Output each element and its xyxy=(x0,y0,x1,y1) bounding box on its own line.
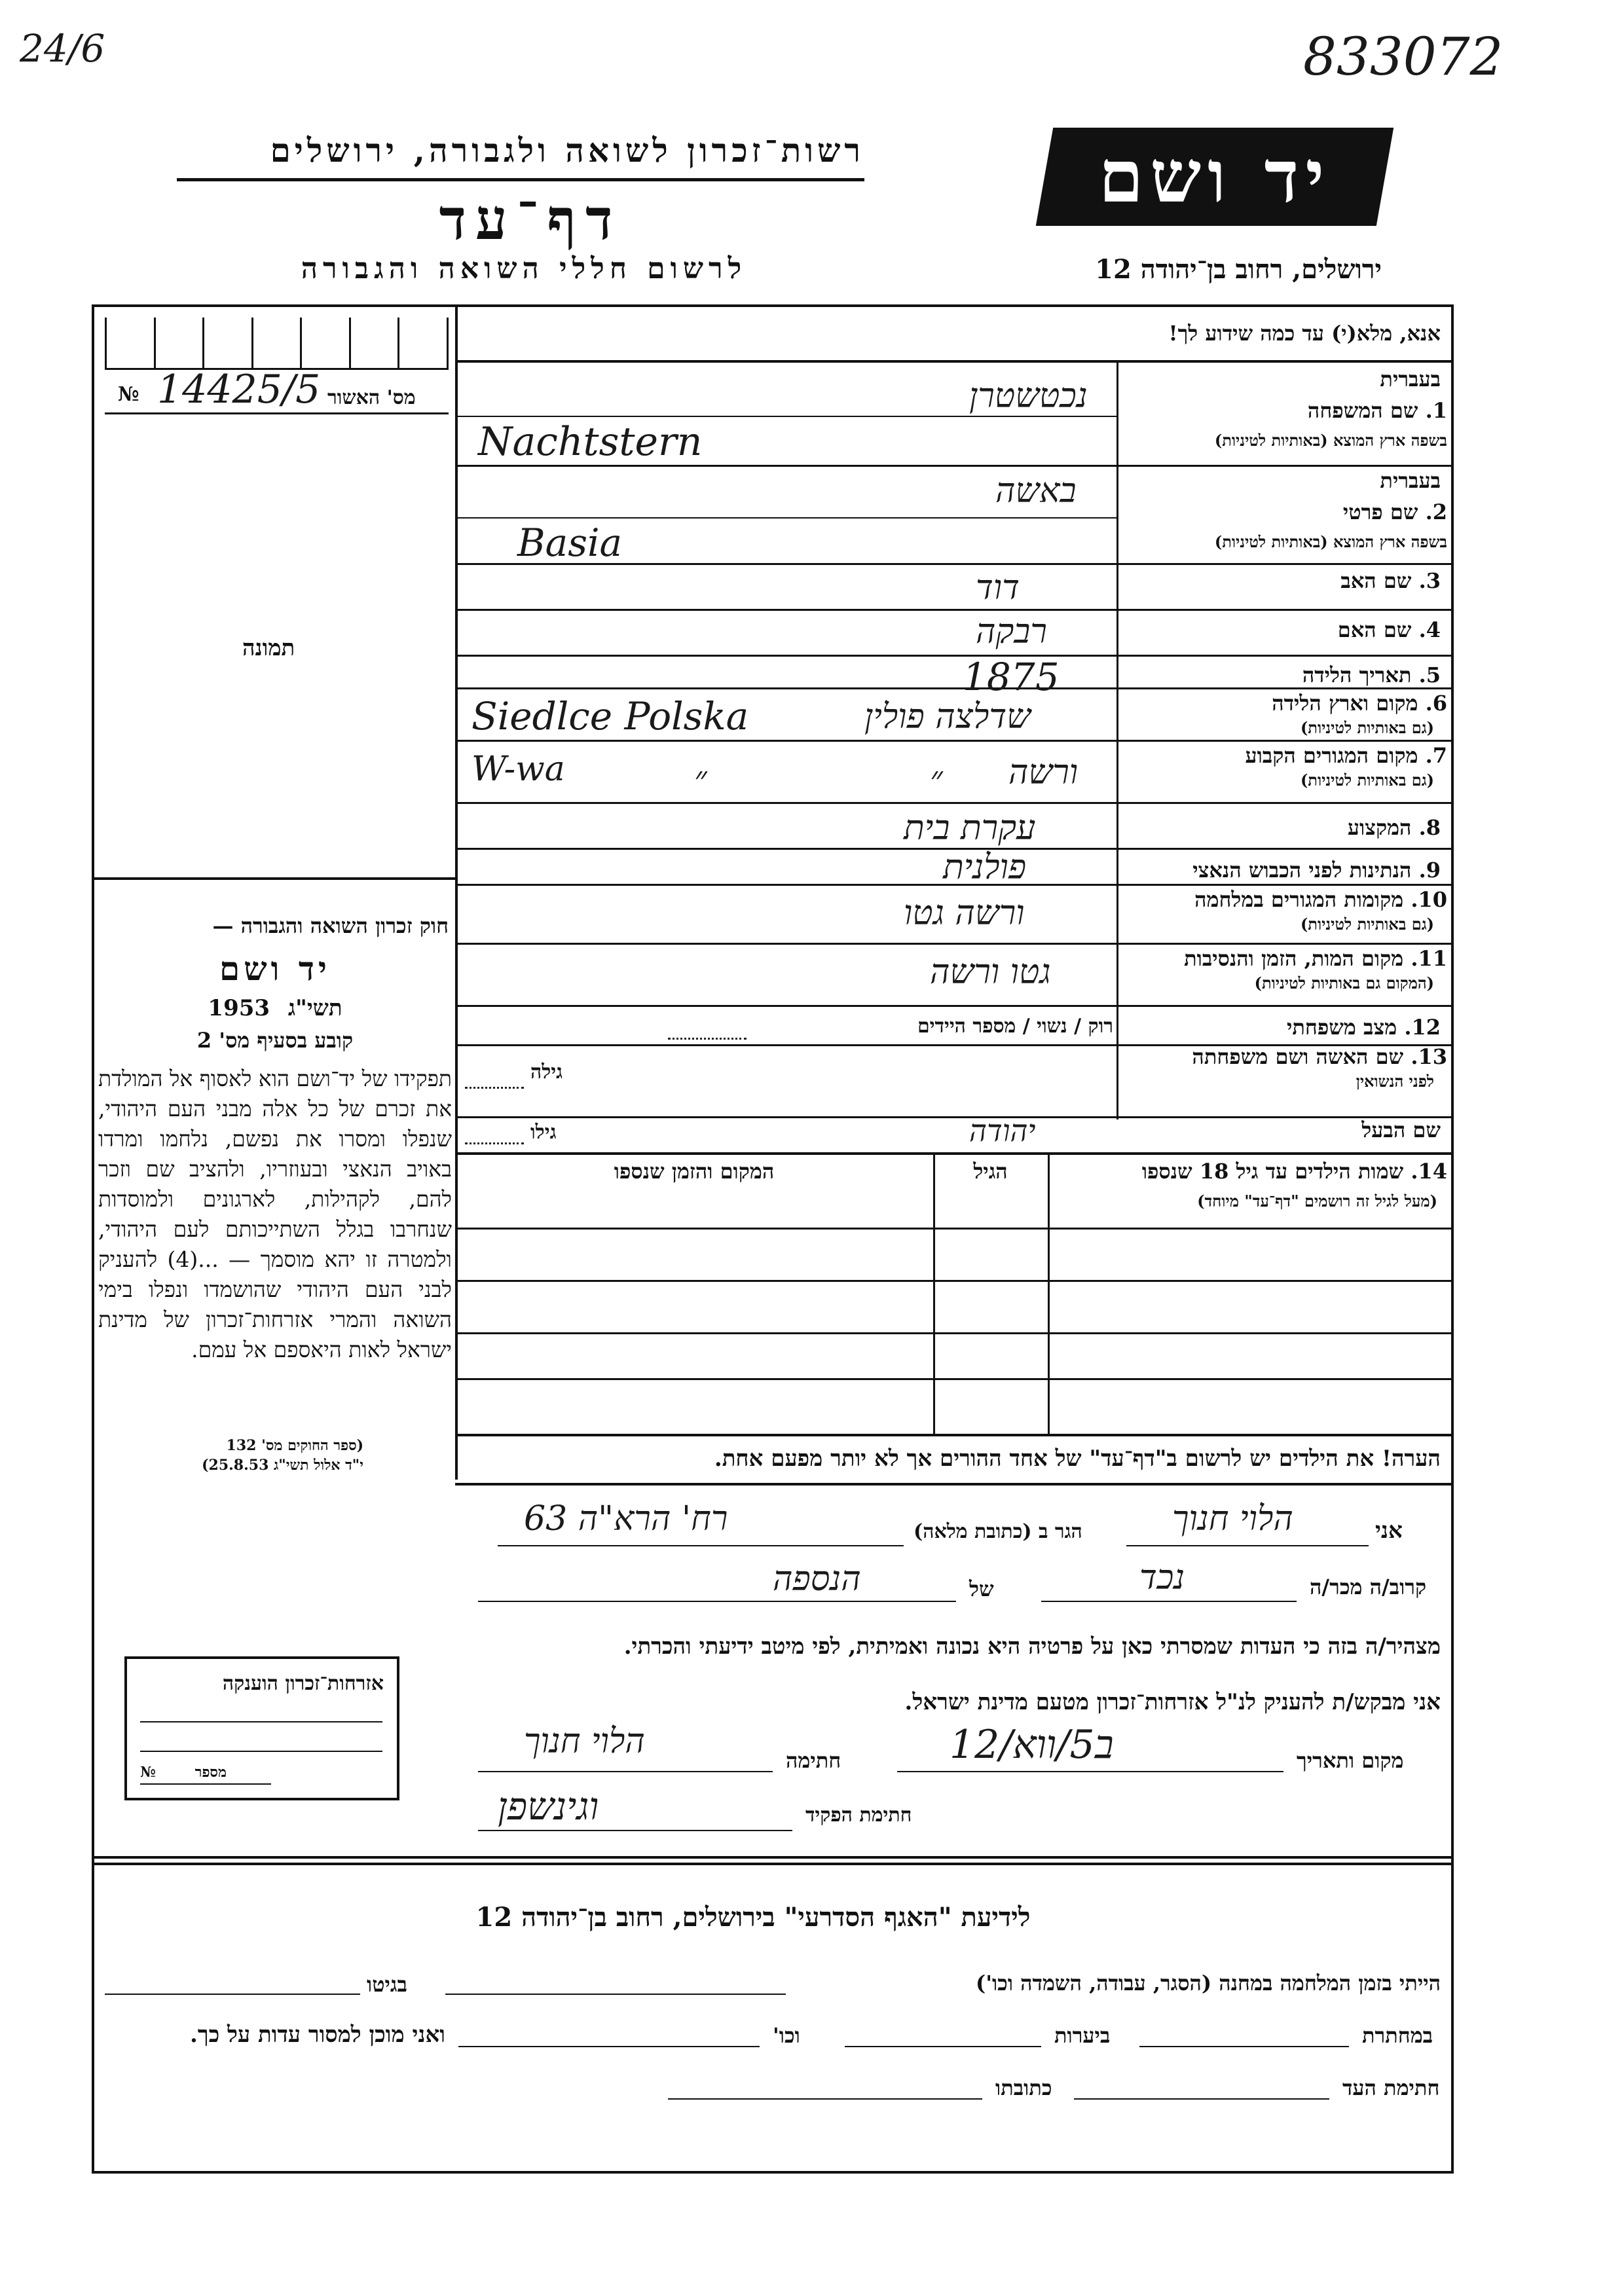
field-13-label: שם האשה ושם משפחתה xyxy=(1192,1044,1404,1069)
decl-signature-label: חתימה xyxy=(786,1748,841,1773)
birthplace-latin: Siedlce Polska xyxy=(471,694,749,738)
field-3-text: שם האב xyxy=(1340,568,1412,593)
residence-hebrew: ורשה xyxy=(1008,753,1079,792)
husband-name-value: יהודה xyxy=(969,1113,1036,1148)
children-title xyxy=(1054,1159,1447,1184)
husband-age-line xyxy=(465,1142,524,1144)
citizenship-title: אזרחות־זכרון הוענקה xyxy=(222,1672,384,1695)
surname-hebrew: נכטשטרן xyxy=(969,376,1088,416)
field-8-label xyxy=(1348,815,1441,840)
approval-label: מס' האשור xyxy=(327,386,416,409)
field-5-text: תאריך הלידה xyxy=(1302,663,1412,687)
authority-underline xyxy=(177,178,864,181)
citizenship-line-1 xyxy=(140,1721,382,1722)
left-column-divider xyxy=(455,304,458,1480)
decl-signature-value: הלוי חנוך xyxy=(524,1722,645,1761)
field-10-label: מקומות המגורים במלחמה xyxy=(1194,887,1404,912)
law-year-line xyxy=(101,995,449,1021)
decl-name-value: הלוי חנוך xyxy=(1172,1499,1293,1539)
children-col-place: המקום והזמן שנספו xyxy=(614,1159,775,1184)
law-logo: יד ושם xyxy=(219,949,331,988)
footer-divider-1 xyxy=(92,1856,1454,1859)
decl-official-line xyxy=(478,1830,792,1831)
field-11-sub: (המקום גם באותיות לטיניות) xyxy=(1254,974,1434,993)
decl-ani: אני xyxy=(1375,1518,1403,1544)
husband-age-label: גילו xyxy=(530,1121,557,1144)
citizenship-line-2 xyxy=(140,1751,382,1752)
field-4-text: שם האם xyxy=(1337,617,1412,642)
residence-ditto-2: ״ xyxy=(930,759,943,799)
field-9-num: 9. xyxy=(1418,858,1441,883)
firstname-hebrew: באשה xyxy=(995,471,1077,511)
husband-label: שם הבעל xyxy=(1361,1118,1441,1142)
footer-line2-b: ביערות xyxy=(1054,2023,1111,2048)
field-8-text: המקצוע xyxy=(1347,815,1412,840)
field-2-num: 2. xyxy=(1425,500,1447,524)
law-section: קובע בסעיף מס' 2 xyxy=(196,1028,354,1053)
decl-relation-line xyxy=(1041,1601,1297,1602)
field-9-text: הנתינות לפני הכבוש הנאצי xyxy=(1192,858,1412,883)
nationality-value: פולנית xyxy=(943,848,1027,887)
intro-bottom-line xyxy=(455,360,1454,363)
yad-vashem-logo xyxy=(1036,128,1393,226)
decl-of: של xyxy=(969,1576,994,1601)
decl-of-line xyxy=(478,1601,956,1602)
children-row-2 xyxy=(455,1280,1454,1282)
wartime-residence-value: ורשה גטו xyxy=(904,894,1025,933)
field-2-lang: בעברית xyxy=(1380,468,1441,493)
firstname-latin: Basia xyxy=(517,520,623,565)
footer-line2-blank-3 xyxy=(458,2046,760,2047)
children-col-div-2 xyxy=(1048,1152,1050,1434)
footer-line3-b: כתובתו xyxy=(995,2075,1052,2100)
field-1-sub: בשפה ארץ המוצא (באותיות לטיניות) xyxy=(1214,431,1447,450)
field-4-label xyxy=(1338,617,1441,642)
field-7-num: 7. xyxy=(1425,743,1447,768)
field-7-label: מקום המגורים הקבוע xyxy=(1245,743,1418,768)
footer-line1-tail xyxy=(105,1994,360,1995)
photo-label: תמונה xyxy=(242,635,295,661)
address: ירושלים, רחוב בן־יהודה 12 xyxy=(1095,254,1382,285)
field-6-label: מקום וארץ הלידה xyxy=(1272,691,1418,716)
law-ref-1: (ספר החוקים מס' 132 xyxy=(226,1437,363,1454)
field-2-label: שם פרטי xyxy=(1342,500,1418,524)
footer-line1-blank xyxy=(445,1994,786,1995)
field-8-num: 8. xyxy=(1418,815,1441,840)
children-count-line xyxy=(668,1038,747,1040)
row-line-1 xyxy=(455,465,1454,467)
field-4-num: 4. xyxy=(1418,617,1441,642)
decl-statement: מצהיר/ה בזה כי העדות שמסרתי כאן על פרטיה היא נכונה ואמיתית, לפי מיטב ידיעתי והכרתי. xyxy=(623,1633,1441,1660)
row-line-7 xyxy=(455,802,1454,804)
surname-latin: Nachtstern xyxy=(478,419,703,465)
page-title: דף־עד xyxy=(439,187,622,253)
footer-line2-c: וכו' xyxy=(773,2023,800,2048)
approval-line xyxy=(105,412,449,414)
corner-mark-left: 24/6 xyxy=(20,26,105,71)
authority-name: רשות־זכרון לשואה ולגבורה, ירושלים xyxy=(270,131,864,170)
children-num: 14. xyxy=(1411,1159,1447,1184)
footer-line2-a: במחתרת xyxy=(1362,2023,1433,2048)
decl-place-date-line xyxy=(897,1771,1283,1772)
footer-line3-blank-2 xyxy=(668,2098,982,2100)
field-6-num: 6. xyxy=(1425,691,1447,716)
law-year-hebrew: תשי"ג xyxy=(287,995,342,1021)
field-9-label xyxy=(1192,858,1441,883)
citizenship-box xyxy=(124,1656,399,1800)
footer-line2-blank-2 xyxy=(845,2046,1041,2047)
footer-title: לידיעת "האגף הסדרעי" בירושלים, רחוב בן־יהודה 12 xyxy=(475,1902,1031,1933)
decl-signature-line xyxy=(478,1771,773,1772)
field-5-num: 5. xyxy=(1418,663,1441,687)
decl-address-value: רח' הרא"ה 63 xyxy=(524,1499,728,1539)
field-1-lang: בעברית xyxy=(1380,367,1441,392)
footer-line2-d: ואני מוכן למסור עדות על כך. xyxy=(190,2022,445,2048)
children-bottom xyxy=(455,1434,1454,1436)
children-row-4 xyxy=(455,1378,1454,1380)
field-6-sub: (גם באותיות לטיניות) xyxy=(1300,718,1434,737)
field-3-num: 3. xyxy=(1418,568,1441,593)
footer-line1-b: בגיטו xyxy=(367,1972,407,1997)
footer-line3-a: חתימת העד xyxy=(1342,2075,1440,2100)
photo-bottom-border xyxy=(92,877,455,880)
approval-number: 14425/5 xyxy=(157,367,321,412)
field-11-label: מקום המות, הזמן והנסיבות xyxy=(1184,946,1404,971)
page-subtitle: לרשום חללי השואה והגבורה xyxy=(301,252,747,285)
field-3-label xyxy=(1340,568,1441,593)
field-13-num: 13. xyxy=(1411,1044,1447,1069)
citizenship-num-prefix: № xyxy=(140,1764,156,1781)
field-2-sub: בשפה ארץ המוצא (באותיות לטיניות) xyxy=(1214,532,1447,551)
decl-place-date-value: ב5/ווא/12 xyxy=(950,1722,1114,1768)
row-line-3 xyxy=(455,609,1454,611)
residence-latin: W-wa xyxy=(471,750,565,789)
law-title: חוק זכרון השואה והגבורה — xyxy=(212,913,449,938)
children-row-1 xyxy=(455,1228,1454,1230)
marital-status-options: רוק / נשוי / מספר היידים xyxy=(917,1015,1113,1038)
row-line-5 xyxy=(455,687,1454,689)
field-12-label xyxy=(1287,1015,1441,1040)
field-12-num: 12. xyxy=(1404,1015,1441,1040)
row-line-14 xyxy=(455,1152,1454,1155)
children-col-div-1 xyxy=(933,1152,935,1434)
father-name-value: דוד xyxy=(976,568,1020,608)
citizenship-num-line xyxy=(140,1783,271,1785)
children-col-age: הגיל xyxy=(973,1159,1008,1184)
footer-line2-blank-1 xyxy=(1139,2046,1349,2047)
field-10-sub: (גם באותיות לטיניות) xyxy=(1300,915,1434,934)
field-12-text: מצב משפחתי xyxy=(1287,1015,1397,1040)
decl-of-value: הנספה xyxy=(773,1559,861,1599)
decl-relation-value: נכד xyxy=(1139,1558,1185,1597)
field-5-label xyxy=(1302,663,1441,687)
birthplace-hebrew: שדלצה פולין xyxy=(864,697,1031,737)
row-line-12 xyxy=(455,1044,1454,1046)
field-10-num: 10. xyxy=(1411,887,1447,912)
row-line-1a xyxy=(455,416,1116,417)
children-sub: (מעל לגיל זה רושמים "דף־עד" מיוחד) xyxy=(1197,1192,1437,1211)
row-line-2a xyxy=(455,517,1116,519)
footer-line1-a: הייתי בזמן המלחמה במחנה (הסגר, עבודה, השמדה וכו') xyxy=(976,1971,1441,1995)
law-year: 1953 xyxy=(208,995,270,1021)
form-intro: אנא, מלא(י) עד כמה שידוע לך! xyxy=(1168,321,1441,346)
decl-address-line xyxy=(498,1545,904,1546)
death-place-value: גטו ורשה xyxy=(930,953,1051,992)
decl-relative: קרוב/ה מכר/ה xyxy=(1310,1575,1427,1599)
logo-text: יד ושם xyxy=(1098,134,1331,219)
row-line-4 xyxy=(455,655,1454,657)
law-ref-2: י"ד אלול תשי"ג 25.8.53) xyxy=(202,1457,363,1474)
occupation-value: עקרת בית xyxy=(904,809,1036,848)
footer-divider-2 xyxy=(92,1863,1454,1865)
wife-age-label: גילה xyxy=(530,1061,563,1084)
law-text: תפקידו של יד־ושם הוא לאסוף אל המולדת את זכרם של כל אלה מבני העם היהודי, שנפלו ומסרו את נפשם, נלחמו ומרדו באויב הנאצי ובעוזריו, ולהציב שם וזכר להם, לקהילות, לארגונים ולמוסדות שנחרבו בגלל השתייכותם לעם היהודי, ולמטרה זו יהא מוסמך — ...(4) להעניק לבני העם היהודי שהושמדו ונפלו בימי השואה והמרי אזרחות־זכרון של מדינת ישראל לאות היאספם אל עמם. xyxy=(98,1066,452,1362)
field-1-label: שם המשפחה xyxy=(1307,398,1418,423)
citizenship-num-label: מספר xyxy=(194,1764,227,1781)
approval-digit-boxes xyxy=(105,318,449,370)
birth-date-value: 1875 xyxy=(963,655,1060,699)
approval-prefix: № xyxy=(118,383,139,406)
wife-age-line xyxy=(465,1087,524,1089)
field-11-num: 11. xyxy=(1411,946,1447,971)
row-line-13 xyxy=(455,1116,1454,1118)
field-13-sub: לפני הנשואין xyxy=(1356,1072,1434,1091)
note-bottom xyxy=(455,1483,1454,1485)
decl-official-label: חתימת הפקיד xyxy=(805,1804,912,1827)
children-label: שמות הילדים עד גיל 18 שנספו xyxy=(1141,1159,1404,1184)
footer-line3-blank-1 xyxy=(1074,2098,1329,2100)
decl-name-line xyxy=(1126,1545,1369,1546)
corner-number-right: 833072 xyxy=(1303,26,1504,87)
mother-name-value: רבקה xyxy=(976,612,1047,651)
children-note: הערה! את הילדים יש לרשום ב"דף־עד" של אחד ההורים אך לא יותר מפעם אחת. xyxy=(714,1446,1441,1472)
field-1-num: 1. xyxy=(1425,398,1447,423)
decl-residing: הגר ב (כתובת מלאה) xyxy=(913,1520,1082,1543)
residence-ditto-1: ״ xyxy=(694,759,707,799)
row-line-10 xyxy=(455,943,1454,945)
decl-request: אני מבקש/ת להעניק לנ"ל אזרחות־זכרון מטעם מדינת ישראל. xyxy=(904,1689,1441,1715)
decl-official-value: וגינשפן xyxy=(498,1784,599,1829)
children-row-3 xyxy=(455,1332,1454,1334)
decl-place-date-label: מקום ותאריך xyxy=(1297,1748,1404,1773)
row-line-6 xyxy=(455,740,1454,742)
row-line-11 xyxy=(455,1005,1454,1007)
field-7-sub: (גם באותיות לטיניות) xyxy=(1300,771,1434,790)
